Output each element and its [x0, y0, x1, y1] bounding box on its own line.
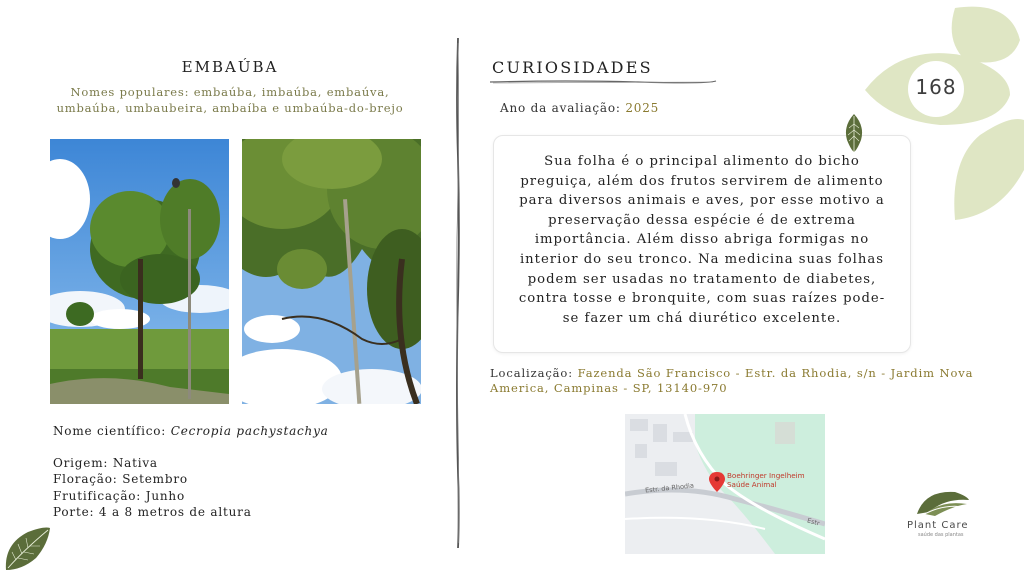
location-label: Localização: — [490, 366, 574, 380]
location-map[interactable] — [625, 414, 825, 554]
evaluation-year — [500, 101, 659, 115]
scientific-name-label: Nome científico: — [53, 424, 167, 438]
origin: Origem: Nativa — [53, 456, 158, 470]
page-number: 168 — [915, 75, 957, 99]
tree-photo-full — [50, 139, 229, 404]
popular-names: Nomes populares: embaúba, imbaúba, embaúva, umbaúba, umbaubeira, ambaíba e umbaúba-do-brejo — [56, 85, 404, 115]
decorative-leaves — [860, 0, 1024, 230]
leaf-icon-bottom — [2, 524, 52, 574]
plant-care-logo — [905, 486, 995, 550]
title-underline — [488, 78, 718, 86]
map-road-label: Estr. da Rhodia — [644, 481, 695, 495]
map-place-label: Boehringer Ingelheim Saúde Animal — [727, 471, 805, 489]
tree-canopy-photo — [242, 139, 421, 404]
location-value: Fazenda São Francisco - Estr. da Rhodia, s/n - Jardim Nova America, Campinas - SP, 13140-970 — [490, 366, 974, 395]
location — [490, 366, 980, 396]
scientific-name-value: Cecropia pachystachya — [170, 424, 329, 438]
flowering: Floração: Setembro — [53, 472, 188, 487]
scientific-name — [53, 424, 329, 438]
brand-tagline: saúde das plantas — [918, 532, 964, 538]
year-label: Ano da avaliação: — [500, 101, 621, 115]
map-road-label-2: Estr — [806, 516, 821, 528]
curiosity-box — [493, 135, 911, 353]
plant-facts — [53, 455, 252, 520]
column-divider — [455, 38, 461, 548]
size: Porte: 4 a 8 metros de altura — [53, 504, 252, 519]
leaf-icon — [843, 112, 865, 154]
curiosity-text: Sua folha é o principal alimento do bicho preguiça, além dos frutos servirem de alimento para diversos animais e aves, por esse motivo a preservação dessa espécie é de extrema importância. Além disso abriga formigas no interior do seu tronco. Na medicina suas folhas podem ser usadas no tratamento de diabetes, contra tosse e bronquite, com suas raízes pode-se fazer um chá diurético excelente. — [518, 154, 886, 326]
brand-name: Plant Care — [907, 520, 969, 531]
fruiting: Frutificação: Junho — [53, 488, 185, 503]
year-value: 2025 — [625, 101, 660, 115]
curiosities-title: CURIOSIDADES — [492, 58, 653, 77]
plant-name: EMBAÚBA — [181, 58, 279, 76]
